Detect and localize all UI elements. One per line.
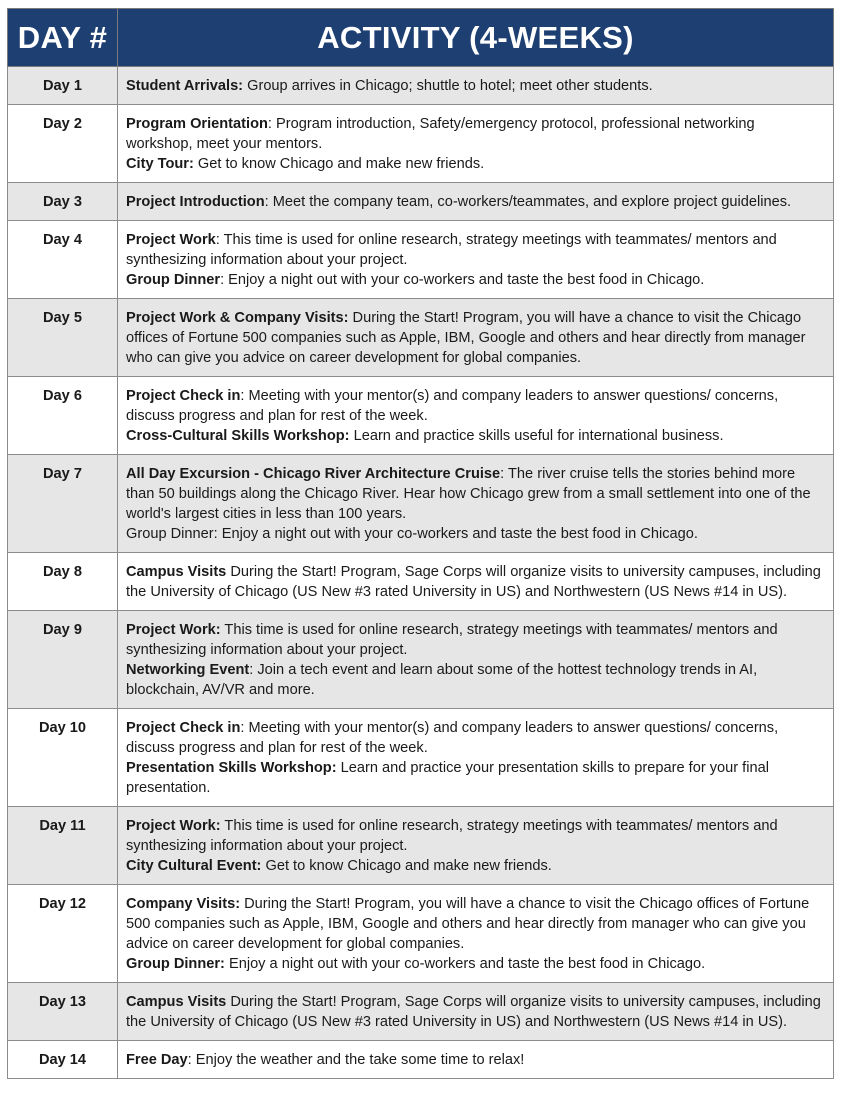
- activity-cell: [118, 885, 834, 983]
- day-cell: Day 3: [8, 183, 118, 221]
- table-row: [8, 807, 834, 885]
- day-cell: Day 10: [8, 709, 118, 807]
- day-cell: Day 7: [8, 455, 118, 553]
- activity-entry: [126, 270, 825, 290]
- table-row: [8, 67, 834, 105]
- activity-description: Learn and practice your presentation skills to prepare for your final presentation.: [126, 760, 769, 796]
- table-row: [8, 183, 834, 221]
- activity-description: This time is used for online research, strategy meetings with teammates/ mentors and synthesizing information about your project.: [126, 818, 778, 854]
- activity-heading: Student Arrivals:: [126, 78, 244, 94]
- activity-heading: Project Work & Company Visits:: [126, 310, 349, 326]
- activity-entry: [126, 426, 825, 446]
- activity-cell: [118, 709, 834, 807]
- activity-heading: Project Check in: [126, 720, 241, 736]
- table-row: [8, 983, 834, 1041]
- activity-description: : Meeting with your mentor(s) and company leaders to answer questions/ concerns, discuss progress and plan for rest of the week.: [126, 720, 779, 756]
- table-row: [8, 1041, 834, 1079]
- activity-description: : Enjoy the weather and the take some time to relax!: [187, 1052, 525, 1068]
- activity-heading: Project Work:: [126, 818, 221, 834]
- activity-entry: [126, 856, 825, 876]
- activity-cell: [118, 183, 834, 221]
- activity-cell: [118, 377, 834, 455]
- day-cell: Day 4: [8, 221, 118, 299]
- activity-description: This time is used for online research, strategy meetings with teammates/ mentors and synthesizing information about your project.: [126, 622, 778, 658]
- activity-heading: Campus Visits: [126, 564, 227, 580]
- activity-cell: [118, 807, 834, 885]
- table-row: [8, 299, 834, 377]
- activity-entry: [126, 308, 825, 368]
- activity-cell: [118, 455, 834, 553]
- activity-description: During the Start! Program, Sage Corps will organize visits to university campuses, including the University of Chicago (US New #3 rated University in US) and Northwestern (US News #14 in US).: [126, 564, 821, 600]
- activity-heading: Project Work:: [126, 622, 221, 638]
- activity-description: During the Start! Program, you will have a chance to visit the Chicago offices of Fortune 500 companies such as Apple, IBM, Google and others and hear directly from manager who can give you advice on career development for global companies.: [126, 310, 806, 366]
- activity-heading: City Tour:: [126, 156, 194, 172]
- table-row: [8, 553, 834, 611]
- itinerary-sheet: [7, 8, 833, 1079]
- activity-cell: [118, 983, 834, 1041]
- activity-description: : Meet the company team, co-workers/teammates, and explore project guidelines.: [264, 194, 792, 210]
- activity-heading: Free Day: [126, 1052, 188, 1068]
- activity-entry: [126, 1050, 825, 1070]
- activity-heading: Cross-Cultural Skills Workshop:: [126, 428, 350, 444]
- activity-entry: [126, 620, 825, 660]
- activity-entry: [126, 524, 825, 544]
- day-cell: Day 2: [8, 105, 118, 183]
- activity-description: Get to know Chicago and make new friends.: [193, 156, 485, 172]
- table-header: [8, 9, 834, 67]
- activity-cell: [118, 553, 834, 611]
- day-cell: Day 8: [8, 553, 118, 611]
- day-cell: Day 9: [8, 611, 118, 709]
- activity-heading: Campus Visits: [126, 994, 227, 1010]
- activity-description: : Program introduction, Safety/emergency protocol, professional networking workshop, meet your mentors.: [126, 116, 755, 152]
- activity-entry: [126, 76, 825, 96]
- activity-description: : Join a tech event and learn about some of the hottest technology trends in AI, blockchain, AV/VR and more.: [126, 662, 758, 698]
- day-cell: Day 14: [8, 1041, 118, 1079]
- day-cell: Day 11: [8, 807, 118, 885]
- day-column-header: DAY #: [8, 9, 118, 67]
- activity-entry: [126, 114, 825, 154]
- activity-description: Get to know Chicago and make new friends.: [261, 858, 552, 874]
- table-row: [8, 885, 834, 983]
- activity-description: Learn and practice skills useful for international business.: [349, 428, 724, 444]
- table-body: [8, 67, 834, 1079]
- activity-description: Group arrives in Chicago; shuttle to hotel; meet other students.: [243, 78, 653, 94]
- activity-heading: Presentation Skills Workshop:: [126, 760, 337, 776]
- activity-description: Enjoy a night out with your co-workers and taste the best food in Chicago.: [224, 956, 706, 972]
- activity-entry: [126, 992, 825, 1032]
- activity-heading: Networking Event: [126, 662, 250, 678]
- day-cell: Day 5: [8, 299, 118, 377]
- day-cell: Day 1: [8, 67, 118, 105]
- table-row: [8, 455, 834, 553]
- activity-heading: All Day Excursion - Chicago River Architecture Cruise: [126, 466, 501, 482]
- activity-entry: [126, 154, 825, 174]
- activity-description: Group Dinner: Enjoy a night out with your co-workers and taste the best food in Chicago.: [126, 526, 698, 542]
- activity-heading: Company Visits:: [126, 896, 241, 912]
- table-row: [8, 611, 834, 709]
- activity-entry: [126, 758, 825, 798]
- activity-description: : The river cruise tells the stories behind more than 50 buildings along the Chicago River. Hear how Chicago grew from a small settlement into one of the world's largest cities in less than 100 years.: [126, 466, 811, 522]
- activity-cell: [118, 105, 834, 183]
- activity-entry: [126, 230, 825, 270]
- activity-heading: Group Dinner: [126, 272, 221, 288]
- header-row: [8, 9, 834, 67]
- activity-cell: [118, 221, 834, 299]
- activity-description: During the Start! Program, you will have a chance to visit the Chicago offices of Fortune 500 companies such as Apple, IBM, Google and others and hear directly from manager who can give you advice on career development for global companies.: [126, 896, 810, 952]
- activity-entry: [126, 660, 825, 700]
- activity-heading: Project Work: [126, 232, 216, 248]
- activity-entry: [126, 386, 825, 426]
- activity-description: : Enjoy a night out with your co-workers and taste the best food in Chicago.: [220, 272, 705, 288]
- activity-description: : Meeting with your mentor(s) and company leaders to answer questions/ concerns, discuss progress and plan for rest of the week.: [126, 388, 779, 424]
- day-cell: Day 13: [8, 983, 118, 1041]
- activity-cell: [118, 67, 834, 105]
- table-row: [8, 221, 834, 299]
- activity-entry: [126, 562, 825, 602]
- activity-heading: City Cultural Event:: [126, 858, 262, 874]
- activity-description: : This time is used for online research, strategy meetings with teammates/ mentors and synthesizing information about your project.: [126, 232, 777, 268]
- activity-cell: [118, 299, 834, 377]
- table-row: [8, 105, 834, 183]
- activity-heading: Group Dinner:: [126, 956, 225, 972]
- table-row: [8, 709, 834, 807]
- table-row: [8, 377, 834, 455]
- activity-entry: [126, 954, 825, 974]
- activity-heading: Program Orientation: [126, 116, 268, 132]
- activity-cell: [118, 1041, 834, 1079]
- activity-column-header: ACTIVITY (4-WEEKS): [118, 9, 834, 67]
- activity-heading: Project Introduction: [126, 194, 265, 210]
- itinerary-table: [7, 8, 834, 1079]
- activity-description: During the Start! Program, Sage Corps will organize visits to university campuses, including the University of Chicago (US New #3 rated University in US) and Northwestern (US News #14 in US).: [126, 994, 821, 1030]
- activity-entry: [126, 718, 825, 758]
- day-cell: Day 6: [8, 377, 118, 455]
- activity-entry: [126, 816, 825, 856]
- activity-heading: Project Check in: [126, 388, 241, 404]
- activity-entry: [126, 894, 825, 954]
- activity-cell: [118, 611, 834, 709]
- activity-entry: [126, 464, 825, 524]
- activity-entry: [126, 192, 825, 212]
- day-cell: Day 12: [8, 885, 118, 983]
